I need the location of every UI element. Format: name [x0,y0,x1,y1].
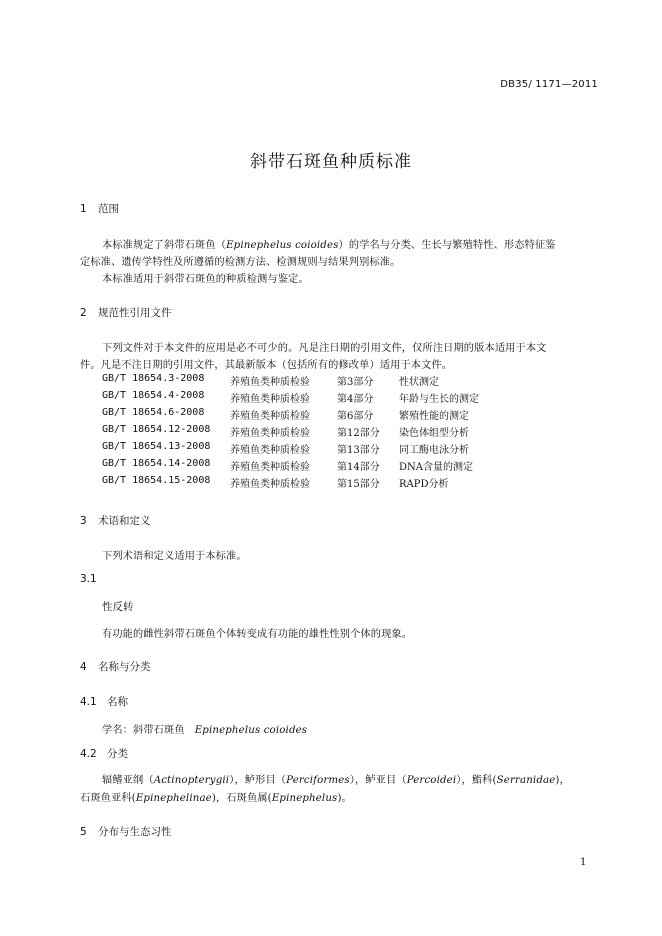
reference-code: GB/T 18654.4-2008 [102,390,205,401]
term-definition: 有功能的雌性斜带石斑鱼个体转变成有功能的雄性性别个体的现象。 [102,629,413,640]
subsection-3-1-number: 3.1 [80,573,97,585]
reference-description: 同工酶电泳分析 [399,445,469,456]
subsection-number: 4.1 [80,696,97,708]
reference-description: 性状测定 [399,377,439,388]
reference-title: 养殖鱼类种质检验 [230,394,310,405]
text: )，石斑鱼属( [211,793,272,804]
scientific-name-line [102,721,307,736]
reference-title: 养殖鱼类种质检验 [230,445,310,456]
section-number: 5 [80,826,87,838]
section-2-paragraph-line-2: 件。凡是不注日期的引用文件，其最新版本（包括所有的修改单）适用于本文件。 [80,360,453,371]
section-title: 分布与生态习性 [98,826,172,838]
reference-description: RAPD分析 [399,479,449,490]
section-title: 名称与分类 [98,661,151,673]
reference-part: 第6部分 [337,411,374,422]
section-1-paragraph-1-line-2: 定标准、遗传学特性及所遵循的检测方法、检测规则与结果判别标准。 [80,257,401,268]
text: 本标准规定了斜带石斑鱼（ [102,240,227,251]
reference-title: 养殖鱼类种质检验 [230,462,310,473]
reference-part: 第15部分 [337,479,380,490]
reference-part: 第3部分 [337,377,374,388]
subsection-4-2-heading [80,746,128,761]
text: )。 [337,793,352,804]
latin-name: Epinephelus coioides [226,240,339,251]
latin-name: Epinephelus coioides [194,725,308,736]
reference-code: GB/T 18654.13-2008 [102,441,211,452]
latin-name: Actinopterygii [153,775,230,786]
section-3-heading [80,513,151,528]
text: 石斑鱼亚科( [80,793,136,804]
section-3-paragraph: 下列术语和定义适用于本标准。 [102,551,247,562]
reference-description: 染色体组型分析 [399,428,469,439]
text: ）的学名与分类、生长与繁殖特性、形态特征鉴 [338,240,556,251]
section-2-paragraph-line-1: 下列文件对于本文件的应用是必不可少的。凡是注日期的引用文件，仅所注日期的版本适用于本文 [102,343,547,354]
reference-title: 养殖鱼类种质检验 [230,411,310,422]
subsection-number: 4.2 [80,748,97,760]
section-1-paragraph-1-line-1 [102,236,556,251]
section-4-heading [80,659,151,674]
reference-code: GB/T 18654.15-2008 [102,475,211,486]
text: ），鮨科( [456,775,497,786]
reference-part: 第4部分 [337,394,374,405]
latin-name: Epinephelinae [135,793,212,804]
section-number: 3 [80,515,87,527]
reference-code: GB/T 18654.14-2008 [102,458,211,469]
reference-code: GB/T 18654.12-2008 [102,424,211,435]
reference-description: DNA含量的测定 [399,462,473,473]
latin-name: Perciformes [286,775,350,786]
section-number: 2 [80,307,87,319]
latin-name: Percoidei [406,775,457,786]
subsection-title: 分类 [107,748,128,760]
document-code: DB35/ 1171—2011 [500,79,598,90]
text: ），鲈形目（ [229,775,287,786]
term-heading: 性反转 [102,601,134,613]
text: )， [555,775,570,786]
subsection-title: 名称 [107,696,128,708]
scientific-name-label: 学名：斜带石斑鱼 [102,725,185,736]
section-number: 1 [80,203,87,215]
text: 辐鳍亚纲（ [102,775,154,786]
subsection-4-1-heading [80,694,128,709]
document-title: 斜带石斑鱼种质标准 [250,152,412,172]
reference-code: GB/T 18654.3-2008 [102,373,205,384]
page-number: 1 [580,857,587,868]
reference-part: 第12部分 [337,428,380,439]
reference-description: 年龄与生长的测定 [399,394,479,405]
reference-description: 繁殖性能的测定 [399,411,469,422]
reference-part: 第13部分 [337,445,380,456]
section-title: 范围 [98,203,119,215]
reference-title: 养殖鱼类种质检验 [230,428,310,439]
section-1-paragraph-2: 本标准适用于斜带石斑鱼的种质检测与鉴定。 [102,274,309,285]
section-1-heading [80,201,119,216]
section-title: 术语和定义 [98,515,151,527]
text: ），鲈亚目（ [349,775,407,786]
classification-line-1 [102,771,570,786]
section-2-heading [80,305,172,320]
reference-code: GB/T 18654.6-2008 [102,407,205,418]
latin-name: Serranidae [496,775,556,786]
section-5-heading [80,824,172,839]
reference-title: 养殖鱼类种质检验 [230,377,310,388]
latin-name: Epinephelus [271,793,338,804]
section-title: 规范性引用文件 [98,307,172,319]
reference-part: 第14部分 [337,462,380,473]
reference-title: 养殖鱼类种质检验 [230,479,310,490]
section-number: 4 [80,661,87,673]
classification-line-2 [80,789,352,804]
